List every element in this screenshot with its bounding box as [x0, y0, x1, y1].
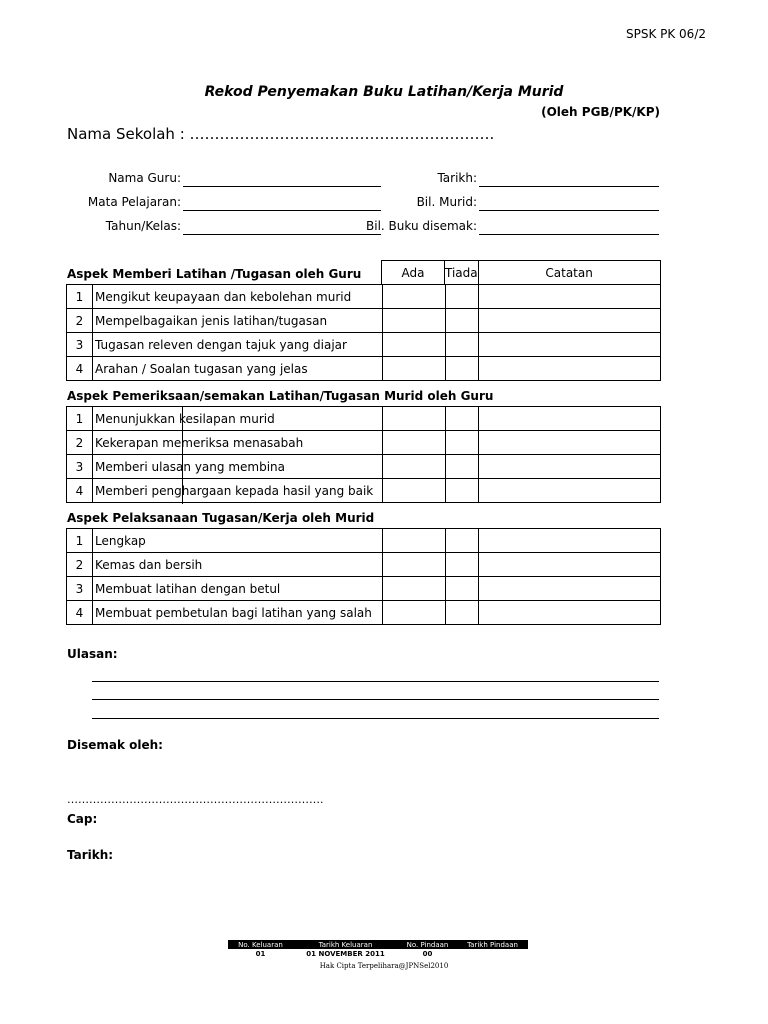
catatan-cell[interactable] [479, 407, 661, 431]
ada-cell[interactable] [383, 601, 446, 625]
form-code: SPSK PK 06/2 [625, 27, 706, 41]
row-number: 1 [67, 529, 93, 553]
col-ada: Ada [382, 261, 445, 285]
catatan-cell[interactable] [479, 479, 661, 503]
ada-cell[interactable] [383, 333, 446, 357]
tiada-cell[interactable] [446, 407, 479, 431]
footer-value: 00 [422, 949, 433, 958]
checklist-table [66, 528, 661, 625]
ada-cell[interactable] [383, 357, 446, 381]
section-heading: Aspek Pemeriksaan/semakan Latihan/Tugasan Murid oleh Guru [67, 389, 494, 403]
row-number: 3 [67, 333, 93, 357]
table-row [67, 285, 661, 309]
table-row [67, 479, 661, 503]
ulasan-line[interactable] [92, 699, 659, 700]
row-text: Mengikut keupayaan dan kebolehan murid [93, 285, 383, 309]
ada-cell[interactable] [383, 577, 446, 601]
row-number: 3 [67, 577, 93, 601]
tiada-cell[interactable] [446, 455, 479, 479]
page-title: Rekod Penyemakan Buku Latihan/Kerja Murid [204, 84, 564, 100]
tiada-cell[interactable] [446, 577, 479, 601]
footer-value: 01 [255, 949, 266, 958]
row-text: Membuat latihan dengan betul [93, 577, 383, 601]
row-text: Tugasan releven dengan tajuk yang diajar [93, 333, 383, 357]
oleh-label: (Oleh PGB/PK/KP) [541, 105, 660, 119]
document-footer-table [228, 940, 528, 958]
nama-guru-input[interactable] [183, 186, 381, 187]
signature-line[interactable]: ……………………………………………………………. [67, 793, 324, 806]
tarikh-bottom-label: Tarikh: [67, 848, 114, 862]
catatan-cell[interactable] [479, 309, 661, 333]
mata-pelajaran-input[interactable] [183, 210, 381, 211]
tiada-cell[interactable] [446, 285, 479, 309]
tiada-cell[interactable] [446, 553, 479, 577]
tiada-cell[interactable] [446, 601, 479, 625]
nama-sekolah-field[interactable]: Nama Sekolah : ……………………………………………………. [67, 125, 495, 143]
col-tiada: Tiada [445, 261, 479, 285]
tiada-cell[interactable] [446, 309, 479, 333]
ulasan-line[interactable] [92, 681, 659, 682]
nama-guru-label: Nama Guru: [108, 171, 181, 185]
ada-cell[interactable] [383, 407, 446, 431]
row-text: Arahan / Soalan tugasan yang jelas [93, 357, 383, 381]
row-text: Kemas dan bersih [93, 553, 383, 577]
row-number: 4 [67, 479, 93, 503]
row-text: Memberi ulasan yang membina [93, 455, 383, 479]
row-number: 4 [67, 357, 93, 381]
tiada-cell[interactable] [446, 431, 479, 455]
ada-cell[interactable] [383, 285, 446, 309]
ada-cell[interactable] [383, 431, 446, 455]
ada-cell[interactable] [383, 455, 446, 479]
row-number: 2 [67, 309, 93, 333]
table-row [67, 553, 661, 577]
tahun-kelas-label: Tahun/Kelas: [105, 219, 181, 233]
tiada-cell[interactable] [446, 357, 479, 381]
ada-cell[interactable] [383, 553, 446, 577]
section-heading: Aspek Pelaksanaan Tugasan/Kerja oleh Murid [67, 511, 375, 525]
row-text: Mempelbagaikan jenis latihan/tugasan [93, 309, 383, 333]
catatan-cell[interactable] [479, 553, 661, 577]
footer-header: No. Pindaan [398, 940, 457, 949]
catatan-cell[interactable] [479, 285, 661, 309]
column-header [381, 260, 661, 285]
table-row [67, 333, 661, 357]
footer-header: Tarikh Keluaran [293, 940, 398, 949]
footer-value: 01 NOVEMBER 2011 [306, 949, 385, 958]
table-row [67, 407, 661, 431]
catatan-cell[interactable] [479, 357, 661, 381]
scan-divider-line [182, 406, 183, 504]
bil-murid-label: Bil. Murid: [416, 195, 477, 209]
table-row [67, 529, 661, 553]
bil-murid-input[interactable] [479, 210, 659, 211]
catatan-cell[interactable] [479, 333, 661, 357]
row-number: 2 [67, 553, 93, 577]
catatan-cell[interactable] [479, 577, 661, 601]
ada-cell[interactable] [383, 529, 446, 553]
table-row [67, 601, 661, 625]
footer-value [457, 949, 528, 958]
table-row [67, 455, 661, 479]
ulasan-line[interactable] [92, 718, 659, 719]
table-row [67, 357, 661, 381]
tiada-cell[interactable] [446, 333, 479, 357]
ulasan-label: Ulasan: [67, 647, 118, 661]
footer-header: Tarikh Pindaan [457, 940, 528, 949]
row-text: Memberi penghargaan kepada hasil yang baik [93, 479, 383, 503]
table-row [67, 431, 661, 455]
ada-cell[interactable] [383, 309, 446, 333]
table-row [67, 309, 661, 333]
catatan-cell[interactable] [479, 529, 661, 553]
checklist-table [66, 284, 661, 381]
row-text: Menunjukkan kesilapan murid [93, 407, 383, 431]
disemak-oleh-label: Disemak oleh: [67, 738, 163, 752]
row-text: Lengkap [93, 529, 383, 553]
copyright-text: Hak Cipta Terpelihara@JPNSel2010 [319, 962, 449, 970]
tiada-cell[interactable] [446, 529, 479, 553]
catatan-cell[interactable] [479, 601, 661, 625]
tahun-kelas-input[interactable] [183, 234, 381, 235]
row-text: Kekerapan memeriksa menasabah [93, 431, 383, 455]
mata-pelajaran-label: Mata Pelajaran: [87, 195, 181, 209]
bil-buku-input[interactable] [479, 234, 659, 235]
row-number: 4 [67, 601, 93, 625]
row-number: 3 [67, 455, 93, 479]
tarikh-input[interactable] [479, 186, 659, 187]
catatan-cell[interactable] [479, 431, 661, 455]
table-row [67, 577, 661, 601]
row-number: 1 [67, 407, 93, 431]
ada-cell[interactable] [383, 479, 446, 503]
row-number: 2 [67, 431, 93, 455]
bil-buku-label: Bil. Buku disemak: [366, 219, 477, 233]
tiada-cell[interactable] [446, 479, 479, 503]
col-catatan: Catatan [478, 261, 660, 285]
tarikh-label: Tarikh: [437, 171, 477, 185]
row-text: Membuat pembetulan bagi latihan yang salah [93, 601, 383, 625]
row-number: 1 [67, 285, 93, 309]
section-heading: Aspek Memberi Latihan /Tugasan oleh Guru [67, 267, 362, 281]
checklist-table [66, 406, 661, 503]
catatan-cell[interactable] [479, 455, 661, 479]
footer-header: No. Keluaran [228, 940, 293, 949]
cap-label: Cap: [67, 812, 98, 826]
